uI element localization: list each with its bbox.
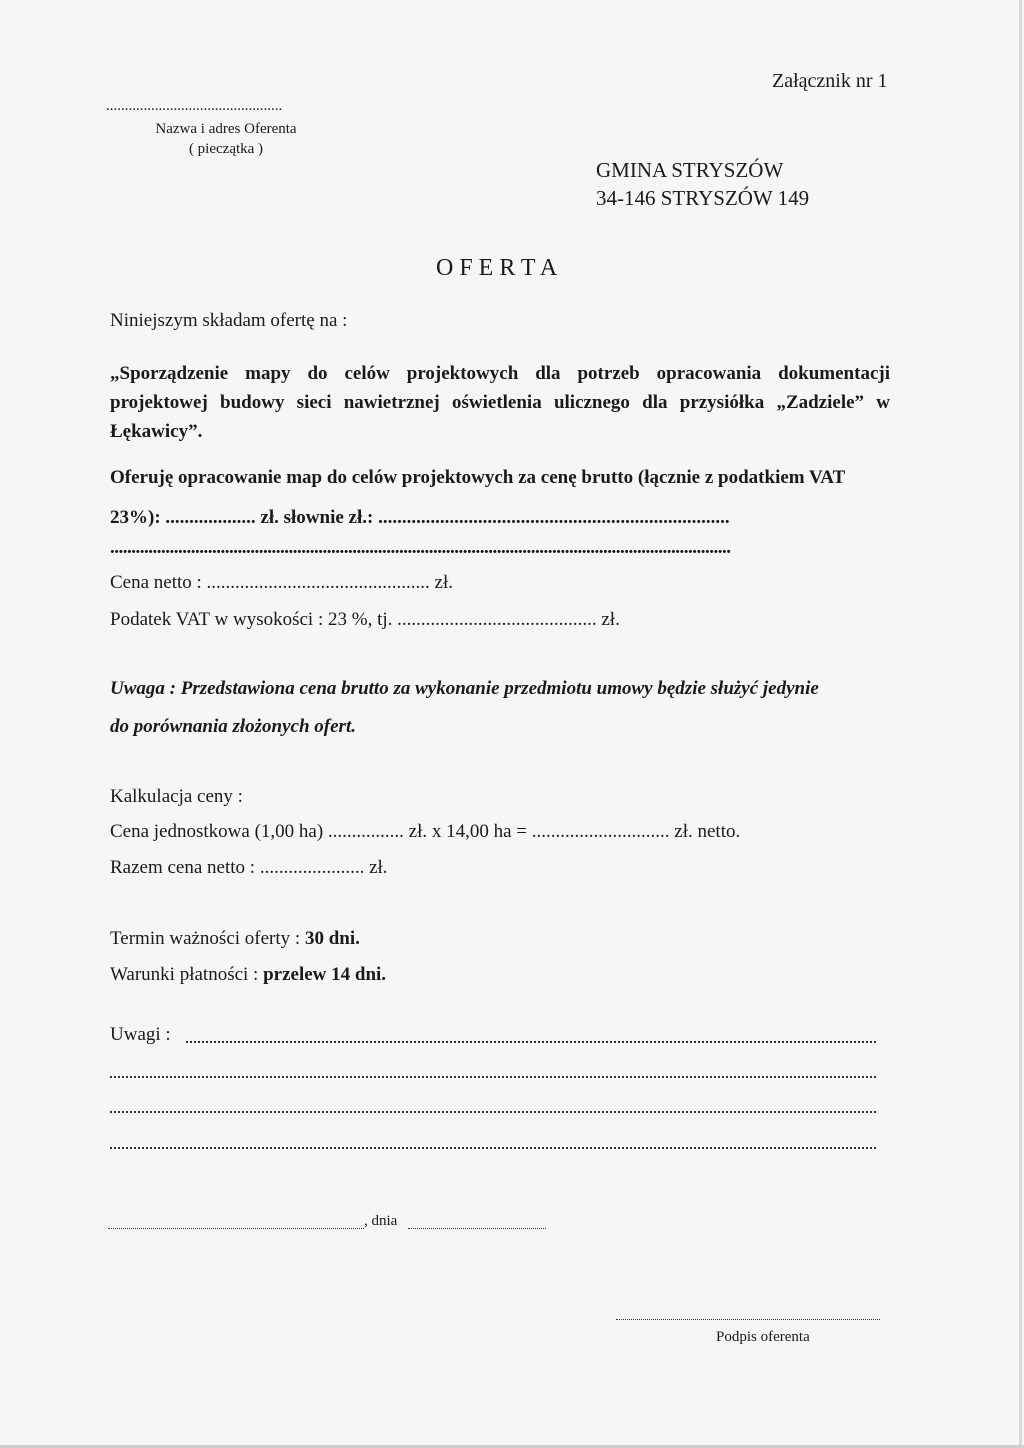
payment-value: przelew 14 dni. bbox=[263, 964, 387, 985]
note-line-2: do porównania złożonych ofert. bbox=[110, 716, 356, 737]
offeror-dots: ............................................... bbox=[106, 98, 283, 114]
intro-text: Niniejszym składam ofertę na : bbox=[110, 310, 348, 331]
signature-dots bbox=[616, 1319, 880, 1320]
remarks-line-1 bbox=[186, 1041, 876, 1043]
date-dots bbox=[408, 1228, 546, 1229]
unit-price-line: Cena jednostkowa (1,00 ha) ................ zł. x 14,00 ha = ............................. zł. netto. bbox=[110, 821, 741, 842]
recipient-name: GMINA STRYSZÓW bbox=[596, 158, 784, 182]
note-line-1: Uwaga : Przedstawiona cena brutto za wykonanie przedmiotu umowy będzie służyć jedynie bbox=[110, 678, 819, 699]
offer-subject: „Sporządzenie mapy do celów projektowych dla potrzeb opracowania dokumentacji projektowej budowy sieci nawietrznej oświetlenia ulicznego dla przysiółka „Zadziele” w Łękawicy”. bbox=[110, 363, 890, 442]
offer-line-1: Oferuję opracowanie map do celów projektowych za cenę brutto (łącznie z podatkiem VAT bbox=[110, 467, 846, 488]
place-dots bbox=[108, 1228, 364, 1229]
recipient-address: 34-146 STRYSZÓW 149 bbox=[596, 186, 810, 210]
total-net-line: Razem cena netto : ...................... zł. bbox=[110, 857, 388, 878]
vat-line: Podatek VAT w wysokości : 23 %, tj. .......................................... zł. bbox=[110, 609, 620, 630]
scan-edge-right bbox=[1019, 0, 1022, 1448]
offer-line-2: 23%): ................... zł. słownie zł.: .......................................................................... bbox=[110, 507, 730, 528]
remarks-line-2 bbox=[110, 1076, 876, 1078]
net-price-line: Cena netto : ............................................... zł. bbox=[110, 572, 454, 593]
validity-line bbox=[110, 928, 360, 950]
validity-value: 30 dni. bbox=[304, 928, 360, 949]
stamp-label: ( pieczątka ) bbox=[188, 141, 264, 157]
remarks-label: Uwagi : bbox=[110, 1024, 171, 1045]
remarks-line-4 bbox=[110, 1147, 876, 1149]
calculation-heading: Kalkulacja ceny : bbox=[110, 786, 243, 807]
offeror-label: Nazwa i adres Oferenta bbox=[155, 121, 297, 137]
document-title: O F E R T A bbox=[436, 255, 558, 281]
signature-label: Podpis oferenta bbox=[716, 1329, 810, 1345]
payment-line bbox=[110, 964, 386, 986]
payment-label: Warunki płatności : bbox=[110, 964, 264, 985]
offer-line-3: .................................................................................................................................................. bbox=[110, 537, 731, 558]
attachment-label: Załącznik nr 1 bbox=[772, 70, 888, 92]
date-label: , dnia bbox=[364, 1213, 398, 1229]
remarks-line-3 bbox=[110, 1111, 876, 1113]
validity-label: Termin ważności oferty : bbox=[110, 928, 305, 949]
